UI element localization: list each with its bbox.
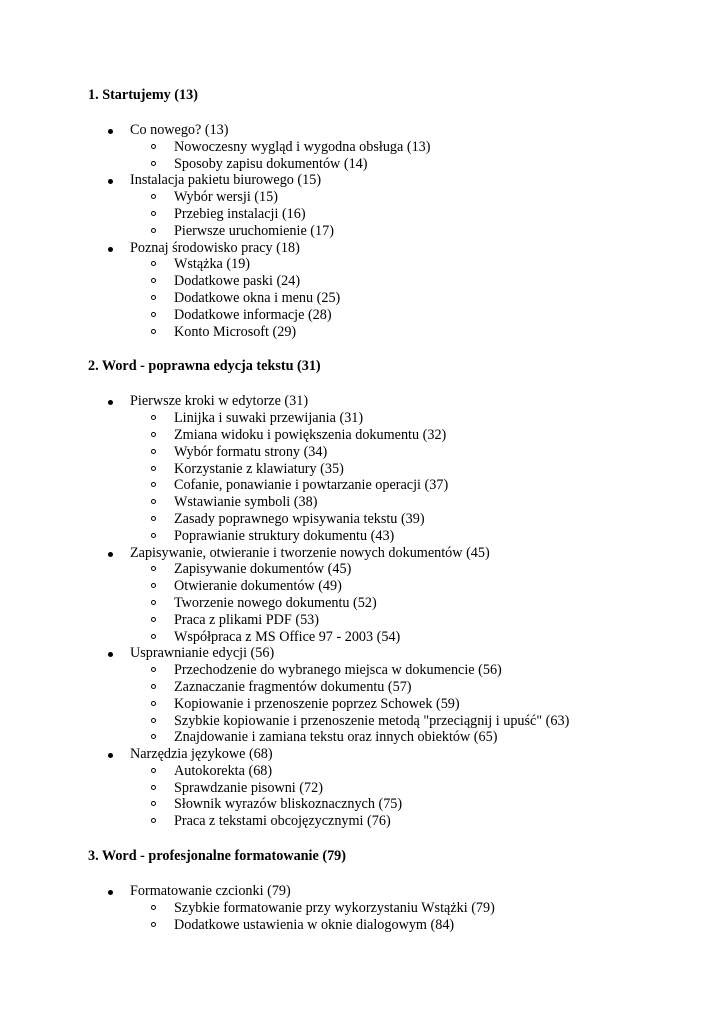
- topic-label: Zapisywanie, otwieranie i tworzenie nowych dokumentów (45): [130, 544, 490, 561]
- subtopic-list: [130, 561, 708, 645]
- subtopic-item: [88, 612, 708, 629]
- circle-bullet-icon: [151, 533, 156, 538]
- subtopic-label: Kopiowanie i przenoszenie poprzez Schowek (59): [174, 695, 460, 712]
- topic-list: [88, 122, 708, 340]
- section-heading: 1. Startujemy (13): [88, 87, 198, 103]
- circle-bullet-icon: [151, 295, 156, 300]
- circle-bullet-icon: [151, 701, 156, 706]
- subtopic-item: [88, 410, 708, 427]
- subtopic-label: Zapisywanie dokumentów (45): [174, 561, 352, 578]
- circle-bullet-icon: [151, 329, 156, 334]
- subtopic-label: Sposoby zapisu dokumentów (14): [174, 155, 368, 172]
- subtopic-label: Dodatkowe okna i menu (25): [174, 289, 341, 306]
- subtopic-label: Znajdowanie i zamiana tekstu oraz innych obiektów (65): [174, 729, 498, 746]
- table-of-contents: [88, 87, 708, 951]
- subtopic-label: Dodatkowe informacje (28): [174, 306, 332, 323]
- subtopic-item: [88, 917, 708, 934]
- circle-bullet-icon: [151, 583, 156, 588]
- circle-bullet-icon: [151, 261, 156, 266]
- topic-item: [88, 746, 708, 830]
- subtopic-label: Korzystanie z klawiatury (35): [174, 460, 344, 477]
- circle-bullet-icon: [151, 718, 156, 723]
- topic-list: [88, 393, 708, 830]
- subtopic-item: [88, 324, 708, 341]
- subtopic-list: [130, 662, 708, 746]
- subtopic-label: Sprawdzanie pisowni (72): [174, 779, 323, 796]
- circle-bullet-icon: [151, 905, 156, 910]
- subtopic-item: [88, 713, 708, 730]
- subtopic-item: [88, 578, 708, 595]
- circle-bullet-icon: [151, 449, 156, 454]
- subtopic-label: Wstążka (19): [174, 256, 251, 273]
- circle-bullet-icon: [151, 194, 156, 199]
- subtopic-label: Praca z tekstami obcojęzycznymi (76): [174, 813, 391, 830]
- subtopic-label: Otwieranie dokumentów (49): [174, 578, 342, 595]
- subtopic-label: Pierwsze uruchomienie (17): [174, 222, 334, 239]
- subtopic-item: [88, 796, 708, 813]
- subtopic-label: Linijka i suwaki przewijania (31): [174, 410, 364, 427]
- topic-item: [88, 172, 708, 239]
- subtopic-list: [130, 189, 708, 239]
- circle-bullet-icon: [151, 516, 156, 521]
- bullet-icon: [108, 129, 113, 134]
- subtopic-label: Słownik wyrazów bliskoznacznych (75): [174, 796, 403, 813]
- bullet-icon: [108, 179, 113, 184]
- subtopic-label: Szybkie kopiowanie i przenoszenie metodą "przeciągnij i upuść" (63): [174, 712, 570, 729]
- subtopic-label: Dodatkowe ustawienia w oknie dialogowym (84): [174, 916, 455, 933]
- circle-bullet-icon: [151, 415, 156, 420]
- topic-label: Instalacja pakietu biurowego (15): [130, 172, 322, 189]
- bullet-icon: [108, 400, 113, 405]
- subtopic-list: [130, 763, 708, 830]
- subtopic-label: Wstawianie symboli (38): [174, 494, 318, 511]
- subtopic-item: [88, 427, 708, 444]
- subtopic-list: [130, 900, 708, 934]
- topic-label: Usprawnianie edycji (56): [130, 645, 275, 662]
- subtopic-item: [88, 223, 708, 240]
- circle-bullet-icon: [151, 278, 156, 283]
- subtopic-item: [88, 561, 708, 578]
- subtopic-label: Zmiana widoku i powiększenia dokumentu (32): [174, 426, 447, 443]
- subtopic-item: [88, 494, 708, 511]
- topic-list: [88, 883, 708, 933]
- topic-item: [88, 122, 708, 172]
- subtopic-item: [88, 307, 708, 324]
- circle-bullet-icon: [151, 228, 156, 233]
- subtopic-item: [88, 444, 708, 461]
- subtopic-item: [88, 595, 708, 612]
- bullet-icon: [108, 753, 113, 758]
- subtopic-item: [88, 206, 708, 223]
- section-heading: 3. Word - profesjonalne formatowanie (79): [88, 848, 346, 865]
- circle-bullet-icon: [151, 684, 156, 689]
- circle-bullet-icon: [151, 734, 156, 739]
- subtopic-label: Poprawianie struktury dokumentu (43): [174, 527, 395, 544]
- circle-bullet-icon: [151, 312, 156, 317]
- topic-item: [88, 883, 708, 933]
- topic-label: Pierwsze kroki w edytorze (31): [130, 393, 309, 410]
- subtopic-label: Praca z plikami PDF (53): [174, 611, 319, 628]
- subtopic-item: [88, 813, 708, 830]
- bullet-icon: [108, 552, 113, 557]
- topic-label: Co nowego? (13): [130, 122, 229, 138]
- subtopic-item: [88, 629, 708, 646]
- subtopic-item: [88, 511, 708, 528]
- subtopic-label: Przebieg instalacji (16): [174, 205, 306, 222]
- subtopic-list: [130, 256, 708, 340]
- subtopic-item: [88, 900, 708, 917]
- subtopic-label: Przechodzenie do wybranego miejsca w dokumencie (56): [174, 662, 502, 679]
- subtopic-item: [88, 139, 708, 156]
- subtopic-label: Dodatkowe paski (24): [174, 273, 301, 290]
- topic-item: [88, 545, 708, 646]
- subtopic-label: Nowoczesny wygląd i wygodna obsługa (13): [174, 138, 431, 155]
- circle-bullet-icon: [151, 432, 156, 437]
- subtopic-item: [88, 662, 708, 679]
- subtopic-label: Szybkie formatowanie przy wykorzystaniu Wstążki (79): [174, 899, 495, 916]
- topic-label: Narzędzia językowe (68): [130, 746, 273, 763]
- subtopic-list: [130, 410, 708, 544]
- circle-bullet-icon: [151, 566, 156, 571]
- subtopic-label: Autokorekta (68): [174, 762, 273, 779]
- toc-section: [88, 358, 708, 830]
- topic-item: [88, 240, 708, 341]
- subtopic-label: Konto Microsoft (29): [174, 323, 297, 340]
- subtopic-item: [88, 189, 708, 206]
- topic-item: [88, 645, 708, 746]
- subtopic-item: [88, 780, 708, 797]
- bullet-icon: [108, 890, 113, 895]
- subtopic-label: Wybór formatu strony (34): [174, 443, 328, 460]
- topic-label: Poznaj środowisko pracy (18): [130, 239, 300, 256]
- subtopic-label: Zasady poprawnego wpisywania tekstu (39): [174, 510, 425, 527]
- circle-bullet-icon: [151, 634, 156, 639]
- bullet-icon: [108, 652, 113, 657]
- subtopic-item: [88, 729, 708, 746]
- subtopic-label: Zaznaczanie fragmentów dokumentu (57): [174, 678, 412, 695]
- subtopic-item: [88, 156, 708, 173]
- topic-item: [88, 393, 708, 544]
- bullet-icon: [108, 247, 113, 252]
- circle-bullet-icon: [151, 466, 156, 471]
- subtopic-list: [130, 139, 708, 173]
- toc-section: [88, 87, 708, 340]
- subtopic-label: Cofanie, ponawianie i powtarzanie operacji (37): [174, 477, 449, 494]
- subtopic-label: Wybór wersji (15): [174, 189, 278, 206]
- circle-bullet-icon: [151, 499, 156, 504]
- circle-bullet-icon: [151, 144, 156, 149]
- subtopic-item: [88, 256, 708, 273]
- circle-bullet-icon: [151, 482, 156, 487]
- circle-bullet-icon: [151, 801, 156, 806]
- circle-bullet-icon: [151, 768, 156, 773]
- circle-bullet-icon: [151, 785, 156, 790]
- subtopic-item: [88, 273, 708, 290]
- subtopic-item: [88, 461, 708, 478]
- subtopic-item: [88, 528, 708, 545]
- circle-bullet-icon: [151, 211, 156, 216]
- circle-bullet-icon: [151, 667, 156, 672]
- circle-bullet-icon: [151, 617, 156, 622]
- subtopic-item: [88, 696, 708, 713]
- circle-bullet-icon: [151, 161, 156, 166]
- circle-bullet-icon: [151, 600, 156, 605]
- circle-bullet-icon: [151, 818, 156, 823]
- subtopic-item: [88, 477, 708, 494]
- section-heading: 2. Word - poprawna edycja tekstu (31): [88, 358, 321, 375]
- subtopic-item: [88, 679, 708, 696]
- circle-bullet-icon: [151, 922, 156, 927]
- subtopic-item: [88, 290, 708, 307]
- subtopic-item: [88, 763, 708, 780]
- subtopic-label: Tworzenie nowego dokumentu (52): [174, 594, 377, 611]
- topic-label: Formatowanie czcionki (79): [130, 883, 291, 900]
- toc-section: [88, 848, 708, 933]
- subtopic-label: Współpraca z MS Office 97 - 2003 (54): [174, 628, 401, 645]
